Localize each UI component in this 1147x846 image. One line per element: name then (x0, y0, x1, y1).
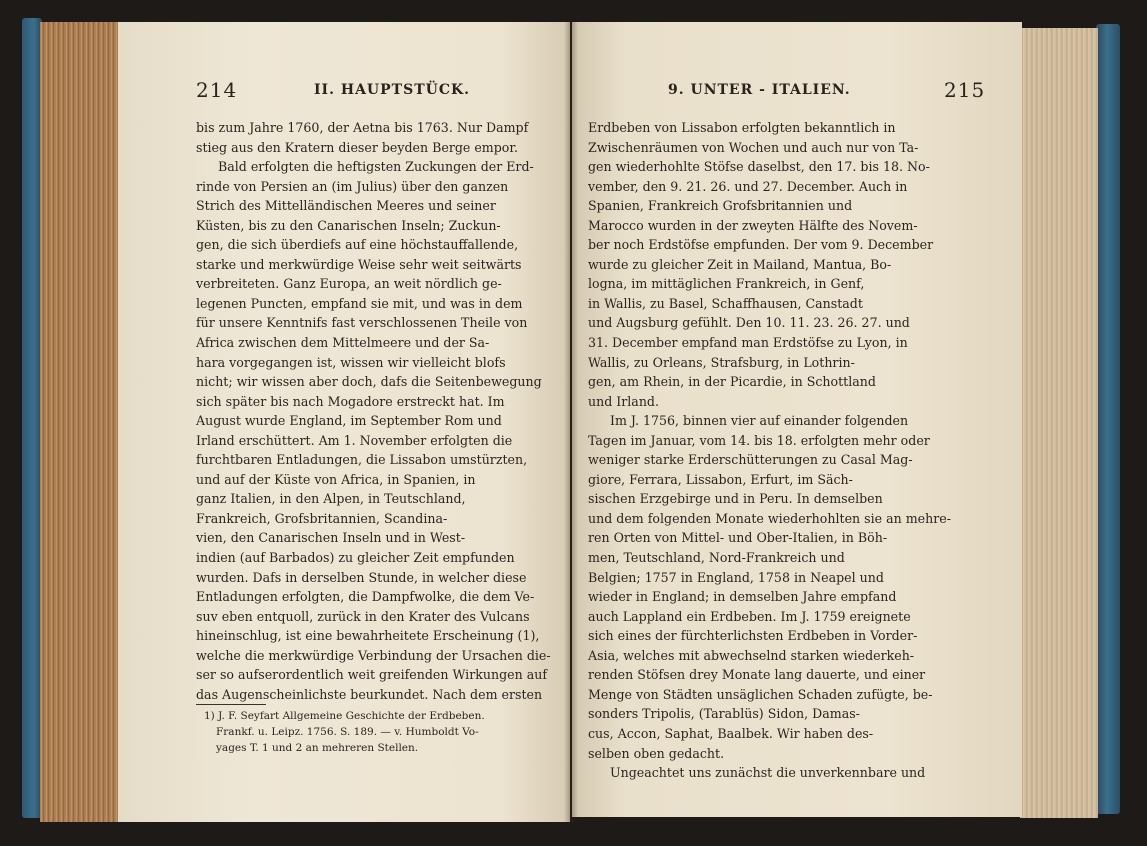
text-line: gen, die sich überdiefs auf eine höchstauffallende, (196, 237, 519, 253)
text-line: furchtbaren Entladungen, die Lissabon umstürzten, (196, 452, 528, 468)
left-page-number: 214 (196, 78, 238, 102)
text-line: sonders Tripolis, (Tarablüs) Sidon, Damas- (588, 706, 860, 722)
footnote-line: yages T. 1 und 2 an mehreren Stellen. (216, 742, 419, 754)
text-line: cus, Accon, Saphat, Baalbek. Wir haben des- (588, 725, 874, 741)
book-gutter (564, 22, 578, 822)
text-line: und auf der Küste von Africa, in Spanien, in (196, 471, 476, 487)
book-cover-left-edge (22, 18, 42, 818)
text-line: Bald erfolgten die heftigsten Zuckungen der Erd- (218, 159, 534, 175)
text-line: sischen Erzgebirge und in Peru. In demselben (588, 491, 883, 507)
text-line: stieg aus den Kratern dieser beyden Berge empor. (196, 139, 519, 155)
text-line: und Irland. (588, 393, 659, 409)
text-line: Wallis, zu Orleans, Strafsburg, in Lothrin- (588, 354, 855, 370)
text-line: logna, im mittäglichen Frankreich, in Genf, (588, 276, 865, 292)
text-line: men, Teutschland, Nord-Frankreich und (588, 550, 845, 566)
text-line: legenen Puncten, empfand sie mit, und was in dem (196, 295, 523, 311)
text-line: bis zum Jahre 1760, der Aetna bis 1763. Nur Dampf (196, 120, 529, 135)
text-line: Küsten, bis zu den Canarischen Inseln; Zuckun- (196, 217, 501, 233)
text-line: Tagen im Januar, vom 14. bis 18. erfolgten mehr oder (588, 432, 930, 448)
text-line: Belgien; 1757 in England, 1758 in Neapel und (588, 569, 884, 585)
text-line: verbreiteten. Ganz Europa, an weit nördlich ge- (196, 276, 502, 292)
text-line: giore, Ferrara, Lissabon, Erfurt, im Säch- (588, 471, 853, 487)
text-line: renden Stöfsen drey Monate lang dauerte, und einer (588, 667, 926, 683)
text-line: nicht; wir wissen aber doch, dafs die Seitenbewegung (196, 374, 542, 390)
text-line: ber noch Erdstöfse empfunden. Der vom 9. December (588, 237, 934, 253)
text-line: sich eines der fürchterlichsten Erdbeben in Vorder- (588, 628, 918, 644)
text-line: und Augsburg gefühlt. Den 10. 11. 23. 26. 27. und (588, 315, 910, 331)
text-line: rinde von Persien an (im Julius) über den ganzen (196, 178, 509, 194)
right-page-header (592, 78, 992, 106)
text-line: gen, am Rhein, in der Picardie, in Schottland (588, 374, 876, 390)
text-line: Irland erschüttert. Am 1. November erfolgten die (196, 432, 513, 448)
text-line: das Augenscheinlichste beurkundet. Nach dem ersten (196, 686, 543, 702)
text-line: selben oben gedacht. (588, 745, 725, 761)
text-line: Erdbeben von Lissabon erfolgten bekanntlich in (588, 120, 896, 135)
text-line: Marocco wurden in der zweyten Hälfte des Novem- (588, 217, 918, 233)
text-line: Ungeachtet uns zunächst die unverkennbare und (610, 765, 926, 781)
text-line: ren Orten von Mittel- und Ober-Italien, in Böh- (588, 530, 888, 546)
text-line: starke und merkwürdige Weise sehr weit seitwärts (196, 256, 522, 272)
text-line: hineinschlug, ist eine bewahrheitete Erscheinung (1), (196, 628, 540, 644)
page-stack-right (1020, 28, 1098, 818)
text-line: in Wallis, zu Basel, Schaffhausen, Canstadt (588, 295, 863, 311)
book-cover-right-edge (1096, 24, 1120, 814)
footnote-line: 1) J. F. Seyfart Allgemeine Geschichte der Erdbeben. (204, 710, 485, 722)
left-page-header (196, 78, 556, 106)
text-line: suv eben entquoll, zurück in den Krater des Vulcans (196, 608, 530, 624)
text-line: wurden. Dafs in derselben Stunde, in welcher diese (196, 569, 527, 585)
left-body-text (196, 118, 551, 704)
text-line: vien, den Canarischen Inseln und in West- (196, 530, 466, 546)
text-line: Zwischenräumen von Wochen und auch nur von Ta- (588, 139, 919, 155)
text-line: welche die merkwürdige Verbindung der Ursachen die- (196, 647, 551, 663)
text-line: wieder in England; in demselben Jahre empfand (588, 589, 897, 605)
text-line: Entladungen erfolgten, die Dampfwolke, die dem Ve- (196, 589, 535, 605)
text-line: und dem folgenden Monate wiederhohlten sie an mehre- (588, 510, 951, 526)
right-page (572, 22, 1022, 817)
right-page-number: 215 (944, 78, 986, 102)
text-line: sich später bis nach Mogadore erstreckt hat. Im (196, 393, 505, 409)
text-line: ser so aufserordentlich weit greifenden Wirkungen auf (196, 667, 547, 683)
text-line: ganz Italien, in den Alpen, in Teutschland, (196, 491, 466, 507)
text-line: vember, den 9. 21. 26. und 27. December. Auch in (588, 178, 908, 194)
text-line: Frankreich, Grofsbritannien, Scandina- (196, 510, 448, 526)
text-line: auch Lappland ein Erdbeben. Im J. 1759 ereignete (588, 608, 911, 624)
right-body-text (588, 118, 951, 783)
text-line: 31. December empfand man Erdstöfse zu Lyon, in (588, 335, 908, 351)
text-line: Asia, welches mit abwechselnd starken wiederkeh- (588, 647, 915, 663)
page-stack-left (40, 22, 120, 822)
text-line: weniger starke Erderschütterungen zu Casal Mag- (588, 452, 913, 468)
text-line: wurde zu gleicher Zeit in Mailand, Mantua, Bo- (588, 256, 892, 272)
text-line: Menge von Städten unsäglichen Schaden zufügte, be- (588, 686, 933, 702)
text-line: indien (auf Barbados) zu gleicher Zeit empfunden (196, 550, 515, 566)
text-line: für unsere Kenntnifs fast verschlossenen Theile von (196, 315, 528, 331)
text-line: Spanien, Frankreich Grofsbritannien und (588, 198, 853, 214)
footnote-line: Frankf. u. Leipz. 1756. S. 189. — v. Humboldt Vo- (216, 726, 479, 738)
text-line: gen wiederhohlte Stöfse daselbst, den 17. bis 18. No- (588, 159, 930, 175)
text-line: Im J. 1756, binnen vier auf einander folgenden (610, 413, 909, 429)
right-running-head: 9. UNTER - ITALIEN. (668, 82, 851, 98)
left-page (118, 22, 570, 822)
footnote-rule (196, 704, 266, 705)
text-line: August wurde England, im September Rom und (196, 413, 502, 429)
left-running-head: II. HAUPTSTÜCK. (314, 82, 471, 98)
text-line: Africa zwischen dem Mittelmeere und der Sa- (196, 335, 490, 351)
text-line: Strich des Mittelländischen Meeres und seiner (196, 198, 496, 214)
left-footnote (204, 708, 485, 756)
text-line: hara vorgegangen ist, wissen wir vielleicht blofs (196, 354, 506, 370)
